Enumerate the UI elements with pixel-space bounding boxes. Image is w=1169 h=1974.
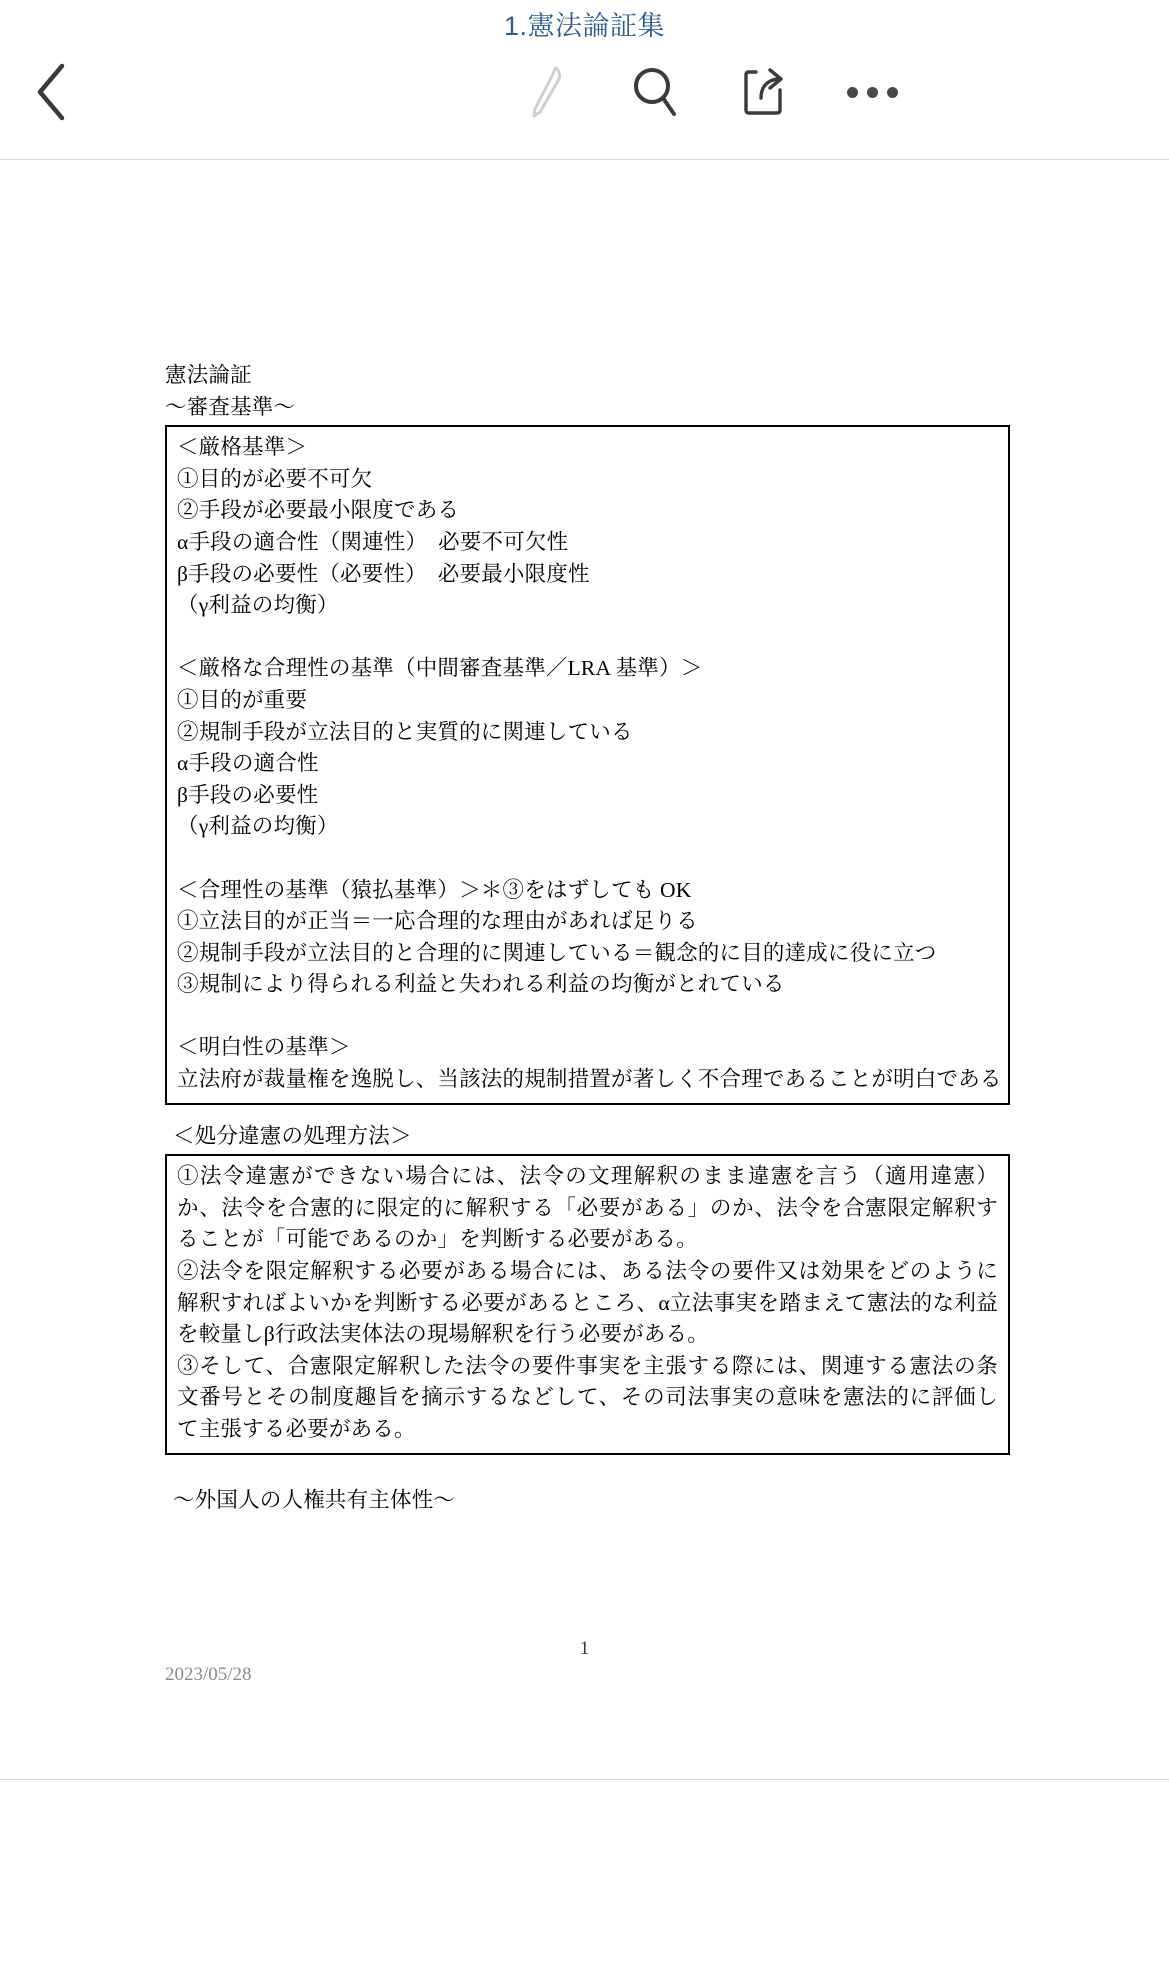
doc-intro-line-1: 憲法論証 [165,363,252,387]
box1-line: ＜明白性の基準＞ [177,1035,351,1060]
more-options-button[interactable] [832,52,912,132]
share-icon [740,64,786,120]
box1-line: β手段の必要性（必要性） 必要最小限度性 [177,561,590,586]
page-footer [0,1638,1169,1708]
box1-line: α手段の適合性 [177,751,319,776]
section-gap [165,1105,1010,1121]
box1-line: ①立法目的が正当＝一応合理的な理由があれば足りる [177,909,698,934]
box1-line: （γ利益の均衡） [177,593,339,618]
box1-line: （γ利益の均衡） [177,814,339,839]
box1-line: ②規制手段が立法目的と実質的に関連している [177,719,633,744]
box1-spacer [177,843,998,875]
chevron-left-icon [34,62,70,122]
toolbar [0,52,1169,132]
box1-line: ②規制手段が立法目的と合理的に関連している＝観念的に目的達成に役に立つ [177,940,937,965]
more-options-icon [847,87,898,98]
search-button[interactable] [615,52,695,132]
document-content [165,360,1010,1516]
box2-paragraph: ①法令違憲ができない場合には、法令の文理解釈のまま違憲を言う（適用違憲）か、法令を合憲的に限定的に解釈する「必要がある」のか、法令を合憲限定解釈することが「可能であるのか」を判断する必要がある。 [177,1164,998,1252]
box1-line: ②手段が必要最小限度である [177,498,460,523]
box1-line: 立法府が裁量権を逸脱し、当該法的規制措置が著しく不合理であることが明白である [177,1067,1002,1092]
pencil-icon [526,63,570,121]
disposition-method-box [165,1154,1010,1454]
page-bottom-spacer [0,1781,1169,1974]
share-button[interactable] [723,52,803,132]
foreigner-human-rights-heading: 〜外国人の人権共有主体性〜 [173,1487,456,1512]
box1-line: β手段の必要性 [177,782,319,807]
annotate-button[interactable] [508,52,588,132]
review-standards-box [165,425,1010,1104]
back-button[interactable] [12,52,92,132]
section-gap [165,1455,1010,1485]
page-number: 1 [579,1638,590,1659]
box1-line: α手段の適合性（関連性） 必要不可欠性 [177,529,569,554]
box1-line: ＜厳格な合理性の基準（中間審査基準／LRA 基準）＞ [177,656,703,681]
box2-paragraph: ②法令を限定解釈する必要がある場合には、ある法令の要件又は効果をどのように解釈すればよいかを判断する必要があるところ、α立法事実を踏まえて憲法的な利益を較量しβ行政法実体法の現場解釈を行う必要がある。 [177,1259,998,1347]
box1-line: ＜厳格基準＞ [177,435,308,460]
search-icon [630,65,680,119]
document-page[interactable] [0,160,1169,1780]
disposition-unconstitutionality-heading: ＜処分違憲の処理方法＞ [173,1123,412,1148]
box1-line: ①目的が重要 [177,687,308,712]
box1-spacer [177,1001,998,1033]
page-title: 1.憲法論証集 [503,11,666,41]
box1-line: ＜合理性の基準（猿払基準）＞＊③をはずしても OK [177,877,692,902]
app-top-bar [0,0,1169,160]
doc-intro-line-2: 〜審査基準〜 [165,394,296,419]
box1-line: ③規制により得られる利益と失われる利益の均衡がとれている [177,972,785,997]
date-stamp: 2023/05/28 [165,1664,252,1685]
box1-spacer [177,622,998,654]
box1-line: ①目的が必要不可欠 [177,466,373,491]
box2-paragraph: ③そして、合憲限定解釈した法令の要件事実を主張する際には、関連する憲法の条文番号とその制度趣旨を摘示するなどして、その司法事実の意味を憲法的に評価して主張する必要がある。 [177,1353,998,1441]
